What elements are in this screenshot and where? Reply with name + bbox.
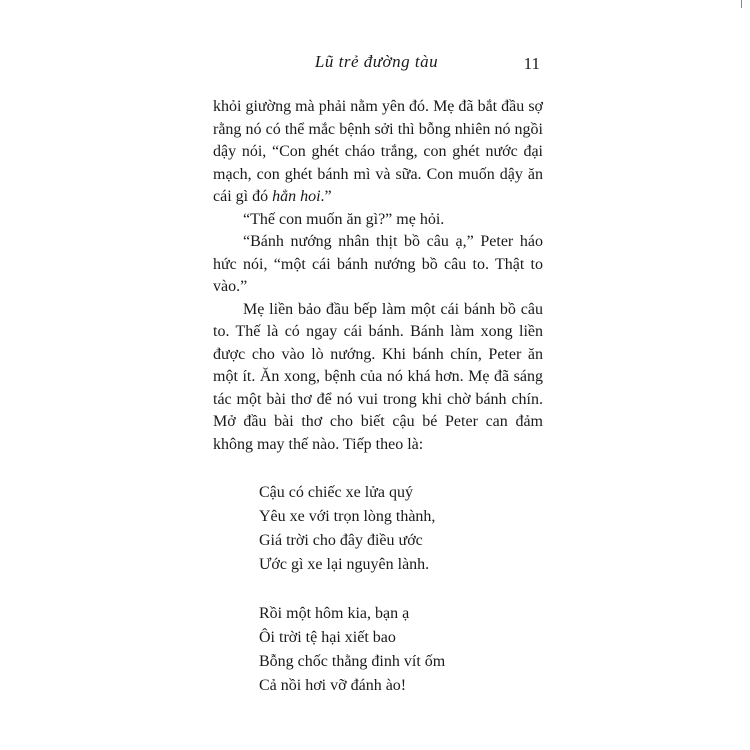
paragraph-1 (213, 96, 543, 209)
paragraph-3: “Bánh nướng nhân thịt bồ câu ạ,” Peter háo hức nói, “một cái bánh nướng bồ câu to. Thật to vào.” (213, 233, 543, 295)
poem-stanza-2 (213, 602, 543, 698)
page-number: 11 (523, 54, 540, 73)
paragraph-1-text: khỏi giường mà phải nằm yên đó. Mẹ đã bắt đầu sợ rằng nó có thể mắc bệnh sởi thì bỗng nhiên nó ngồi dậy nói, “Con ghét cháo trắng, con ghét nước đại mạch, con ghét bánh mì và sữa. Con muốn dậy ăn cái gì đó (213, 98, 543, 205)
poem-line: Bỗng chốc thằng đinh vít ốm (259, 653, 446, 670)
poem-line: Rồi một hôm kia, bạn ạ (259, 605, 410, 622)
poem-line: Yêu xe với trọn lòng thành, (259, 508, 436, 525)
page-edge-mark (741, 0, 742, 8)
poem-line: Cả nồi hơi vỡ đánh ào! (259, 677, 407, 694)
poem-line: Ôi trời tệ hại xiết bao (259, 629, 396, 646)
paragraph-1-tail: .” (320, 188, 332, 205)
poem-line: Giá trời cho đây điều ước (259, 532, 423, 549)
running-title: Lũ trẻ đường tàu (314, 52, 439, 71)
poem-line: Ước gì xe lại nguyên lành. (259, 556, 430, 573)
paragraph-4: Mẹ liền bảo đầu bếp làm một cái bánh bồ câu to. Thế là có ngay cái bánh. Bánh làm xong liền được cho vào lò nướng. Khi bánh chín, Peter ăn một ít. Ăn xong, bệnh của nó khá hơn. Mẹ đã sáng tác một bài thơ để nó vui trong khi chờ bánh chín. Mở đầu bài thơ cho biết cậu bé Peter can đảm không may thế nào. Tiếp theo là: (213, 300, 543, 453)
poem-line: Cậu có chiếc xe lửa quý (259, 484, 413, 501)
paragraph-1-emphasis: hẳn hoi (272, 188, 321, 205)
poem-stanza-1 (213, 481, 543, 577)
body-text (213, 96, 543, 698)
paragraph-2: “Thế con muốn ăn gì?” mẹ hỏi. (243, 210, 445, 228)
page-header (213, 52, 540, 76)
